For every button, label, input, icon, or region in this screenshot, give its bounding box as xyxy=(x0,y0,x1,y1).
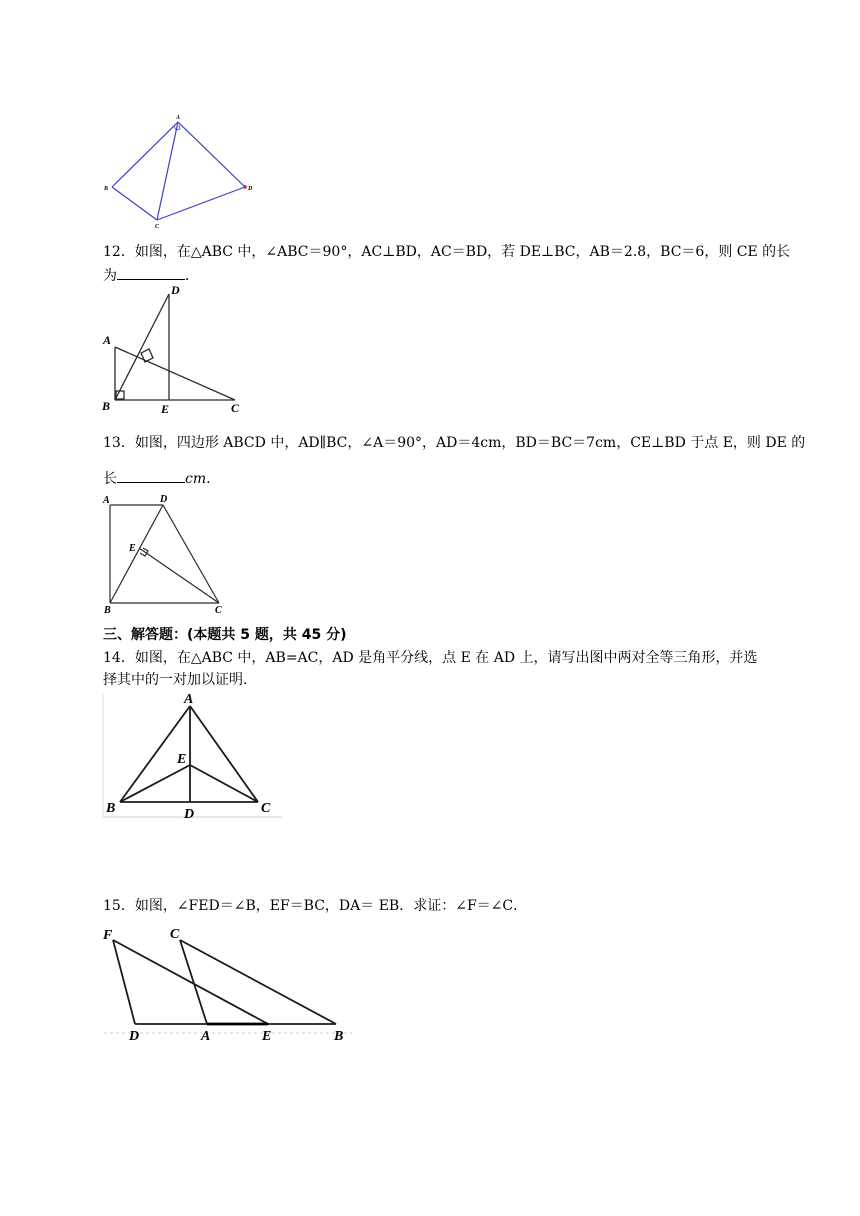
figure-15 xyxy=(100,918,360,1043)
answer-blank-12[interactable] xyxy=(117,263,185,280)
question-14-line2: 择其中的一对加以证明. xyxy=(103,672,248,688)
fig12-label-c: C xyxy=(231,401,240,415)
fig15-label-e: E xyxy=(262,1029,272,1044)
fig14-label-b: B xyxy=(106,801,116,816)
question-13-line2: 长 cm. xyxy=(103,466,211,490)
fig14-label-c: C xyxy=(261,801,271,816)
fig13-label-b: B xyxy=(104,605,111,616)
fig11-label-d: D xyxy=(248,186,253,192)
fig13-label-a: A xyxy=(103,495,110,506)
question-13-number: 13． xyxy=(103,435,135,451)
question-15-text: 如图，∠FED＝∠B，EF＝BC，DA＝ EB．求证：∠F＝∠C． xyxy=(134,898,528,914)
question-13-line1 xyxy=(103,432,805,454)
fig12-label-b: B xyxy=(102,399,111,413)
fig12-label-d: D xyxy=(171,283,180,297)
question-13-text: 如图，四边形 ABCD 中，AD∥BC，∠A＝90°，AD＝4cm，BD＝BC＝7cm，CE⊥BD 于点 E，则 DE 的 xyxy=(134,435,806,451)
fig14-label-a: A xyxy=(184,692,194,707)
fig11-label-a: A xyxy=(176,115,181,121)
figure-12 xyxy=(98,280,258,420)
figure-11 xyxy=(100,110,260,230)
fig15-label-c: C xyxy=(170,927,180,942)
question-15-number: 15． xyxy=(103,898,135,914)
figure-14 xyxy=(100,690,285,820)
section-3-title: 三、解答题：(本题共 5 题，共 45 分) xyxy=(103,627,347,643)
fig11-label-b: B xyxy=(104,186,109,192)
fig14-label-e: E xyxy=(177,752,187,767)
fig15-label-b: B xyxy=(334,1029,344,1044)
question-14-text: 如图，在△ABC 中，AB=AC，AD 是角平分线，点 E 在 AD 上，请写出图中两对全等三角形，并选 xyxy=(134,650,758,666)
fig15-label-d: D xyxy=(129,1029,140,1044)
question-14-line1 xyxy=(103,647,758,669)
question-15-line1 xyxy=(103,895,527,917)
figure-13 xyxy=(100,490,235,615)
fig12-label-a: A xyxy=(103,333,112,347)
fig12-label-e: E xyxy=(161,402,170,416)
question-12-line2: 为 ． xyxy=(103,263,199,287)
fig13-label-d: D xyxy=(160,494,168,505)
fig15-label-f: F xyxy=(103,928,113,943)
question-12-number: 12． xyxy=(103,244,135,260)
question-14-number: 14． xyxy=(103,650,135,666)
question-12-text: 如图，在△ABC 中，∠ABC＝90°，AC⊥BD，AC＝BD，若 DE⊥BC，AB＝2.8，BC＝6，则 CE 的长 xyxy=(134,244,791,260)
fig13-label-e: E xyxy=(129,543,136,554)
answer-blank-13[interactable] xyxy=(117,466,185,483)
fig13-label-c: C xyxy=(215,605,222,616)
fig14-label-d: D xyxy=(184,807,195,822)
fig15-label-a: A xyxy=(201,1029,211,1044)
question-12-line1 xyxy=(103,241,790,263)
fig11-label-c: C xyxy=(155,224,160,230)
